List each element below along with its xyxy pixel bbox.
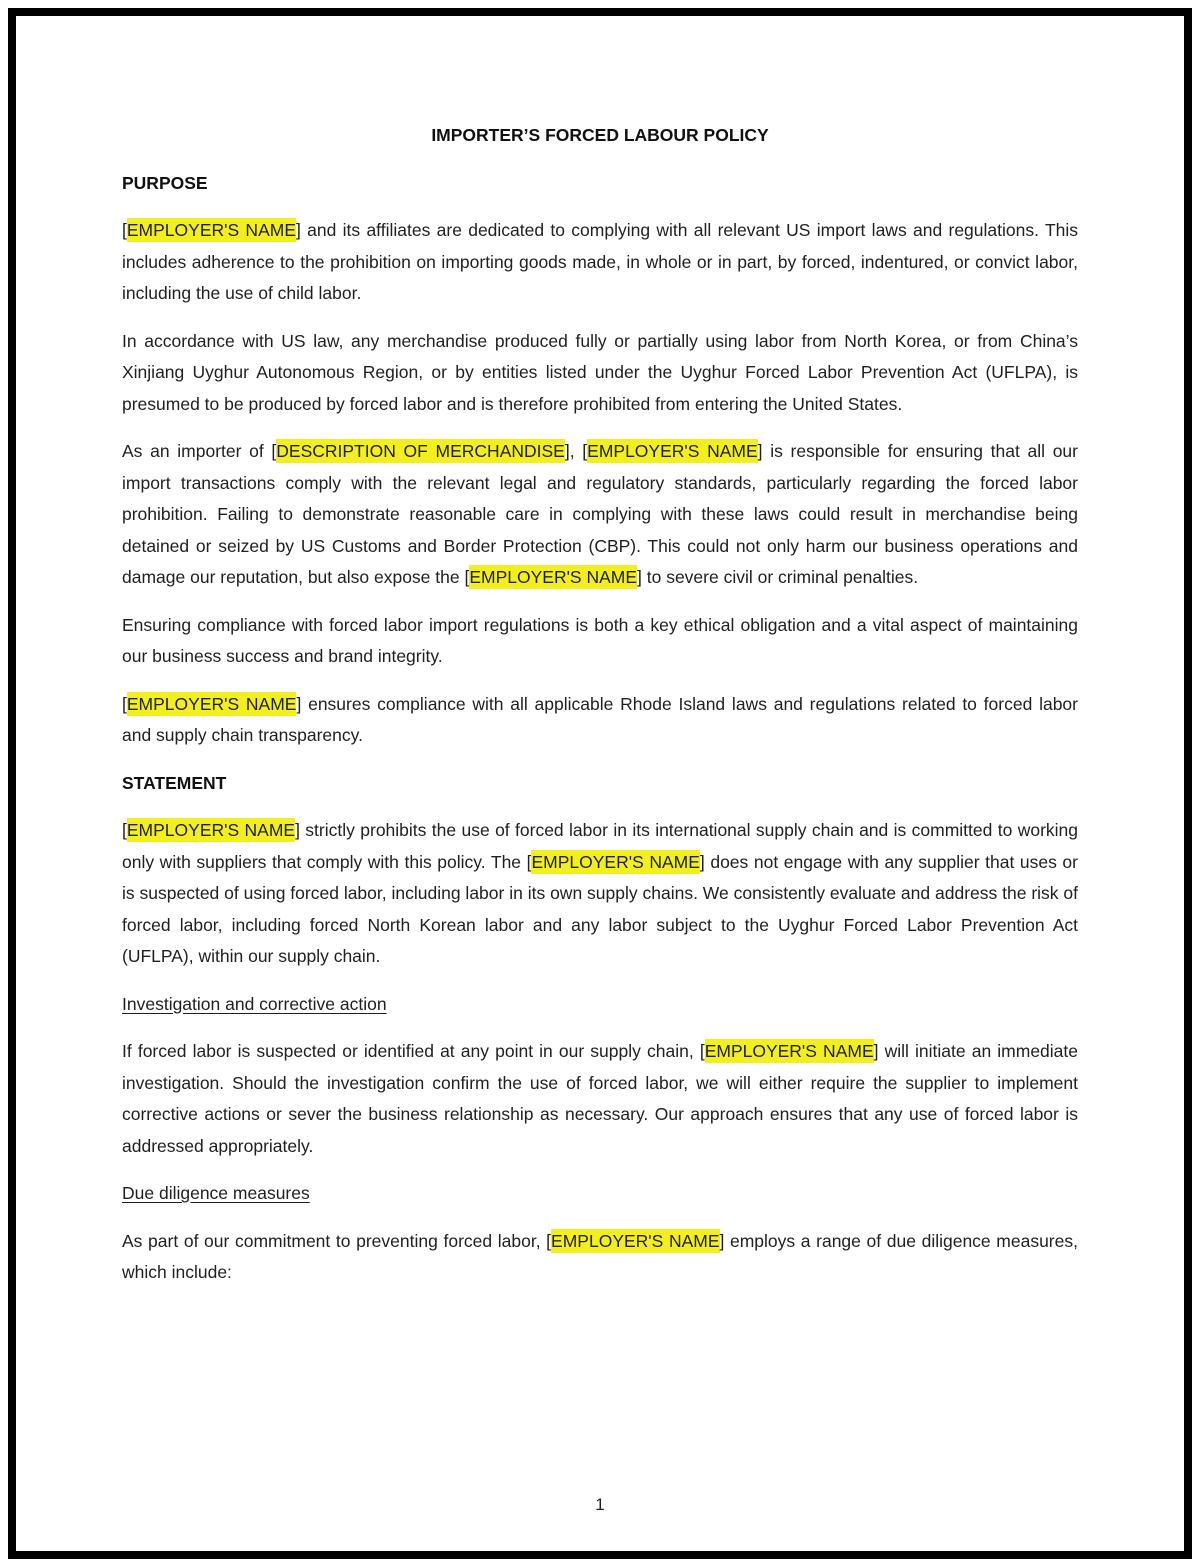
text-run: ] employs a range of due diligence measures, which include: (122, 1230, 1078, 1282)
section-heading (122, 168, 1078, 200)
text-run: IMPORTER’S FORCED LABOUR POLICY (431, 125, 769, 145)
paragraph (122, 689, 1078, 752)
page-number: 1 (595, 1495, 605, 1514)
paragraph (122, 215, 1078, 310)
text-run: ] does not engage with any supplier that uses or is suspected of using forced labor, including labor in its own supply chains. We consistently evaluate and address the risk of forced labor, including forced North Korean labor and any labor subject to the Uyghur Forced Labor Prevention Act (UFLPA), within our supply chain. (122, 851, 1078, 966)
placeholder-highlight: EMPLOYER'S NAME (551, 1230, 720, 1251)
text-run: As part of our commitment to preventing forced labor, [ (122, 1230, 552, 1251)
text-run: PURPOSE (122, 172, 208, 193)
paragraph (122, 326, 1078, 421)
document-body (16, 16, 1184, 1551)
text-run: [ (122, 220, 127, 240)
placeholder-highlight: EMPLOYER'S NAME (704, 1041, 874, 1061)
placeholder-highlight: EMPLOYER'S NAME (531, 851, 700, 872)
placeholder-highlight: EMPLOYER'S NAME (126, 220, 296, 240)
placeholder-highlight: EMPLOYER'S NAME (126, 693, 297, 714)
paragraph (122, 815, 1078, 973)
text-run: ] strictly prohibits the use of forced labor in its international supply chain and is committed to working only with suppliers that comply with this policy. The [ (122, 820, 1079, 872)
text-run: Due diligence measures (122, 1183, 310, 1203)
paragraph (122, 1226, 1078, 1289)
text-run: ], [ (564, 441, 588, 461)
document-title (122, 120, 1078, 152)
paragraph (122, 1036, 1078, 1162)
subsection-heading (122, 989, 1078, 1021)
paragraph (122, 610, 1078, 673)
section-heading (122, 768, 1078, 800)
placeholder-highlight: DESCRIPTION OF MERCHANDISE (276, 441, 565, 461)
placeholder-highlight: EMPLOYER'S NAME (587, 441, 758, 461)
text-run: STATEMENT (122, 772, 227, 793)
placeholder-highlight: EMPLOYER'S NAME (126, 820, 296, 840)
text-run: As an importer of [ (122, 441, 277, 461)
text-run: Investigation and corrective action (122, 993, 387, 1014)
subsection-heading (122, 1178, 1078, 1210)
text-run: ] will initiate an immediate investigation. Should the investigation confirm the use of forced labor, we will either require the supplier to implement corrective actions or sever the business relationship as necessary. Our approach ensures that any use of forced labor is addressed appropriately. (122, 1041, 1079, 1156)
text-run: [ (122, 820, 127, 840)
text-run: If forced labor is suspected or identified at any point in our supply chain, [ (122, 1041, 705, 1061)
placeholder-highlight: EMPLOYER'S NAME (469, 567, 638, 587)
paragraph (122, 436, 1078, 594)
text-run: [ (122, 693, 127, 714)
text-run: Ensuring compliance with forced labor import regulations is both a key ethical obligation and a vital aspect of maintaining our business success and brand integrity. (122, 614, 1078, 666)
text-run: ] is responsible for ensuring that all our import transactions comply with the relevant legal and regulatory standards, particularly regarding the forced labor prohibition. Failing to demonstrate reasonable care in complying with these laws could result in merchandise being detained or seized by US Customs and Border Protection (CBP). This could not only harm our business operations and damage our reputation, but also expose the [ (122, 441, 1078, 587)
text-run: ] and its affiliates are dedicated to complying with all relevant US import laws and regulations. This includes adherence to the prohibition on importing goods made, in whole or in part, by forced, indentured, or convict labor, including the use of child labor. (122, 220, 1079, 303)
text-run: In accordance with US law, any merchandise produced fully or partially using labor from North Korea, or from China’s Xinjiang Uyghur Autonomous Region, or by entities listed under the Uyghur Forced Labor Prevention Act (UFLPA), is presumed to be produced by forced labor and is therefore prohibited from entering the United States. (122, 330, 1078, 414)
text-run: ] ensures compliance with all applicable Rhode Island laws and regulations related to forced labor and supply chain transparency. (122, 693, 1078, 745)
text-run: ] to severe civil or criminal penalties. (637, 567, 919, 587)
